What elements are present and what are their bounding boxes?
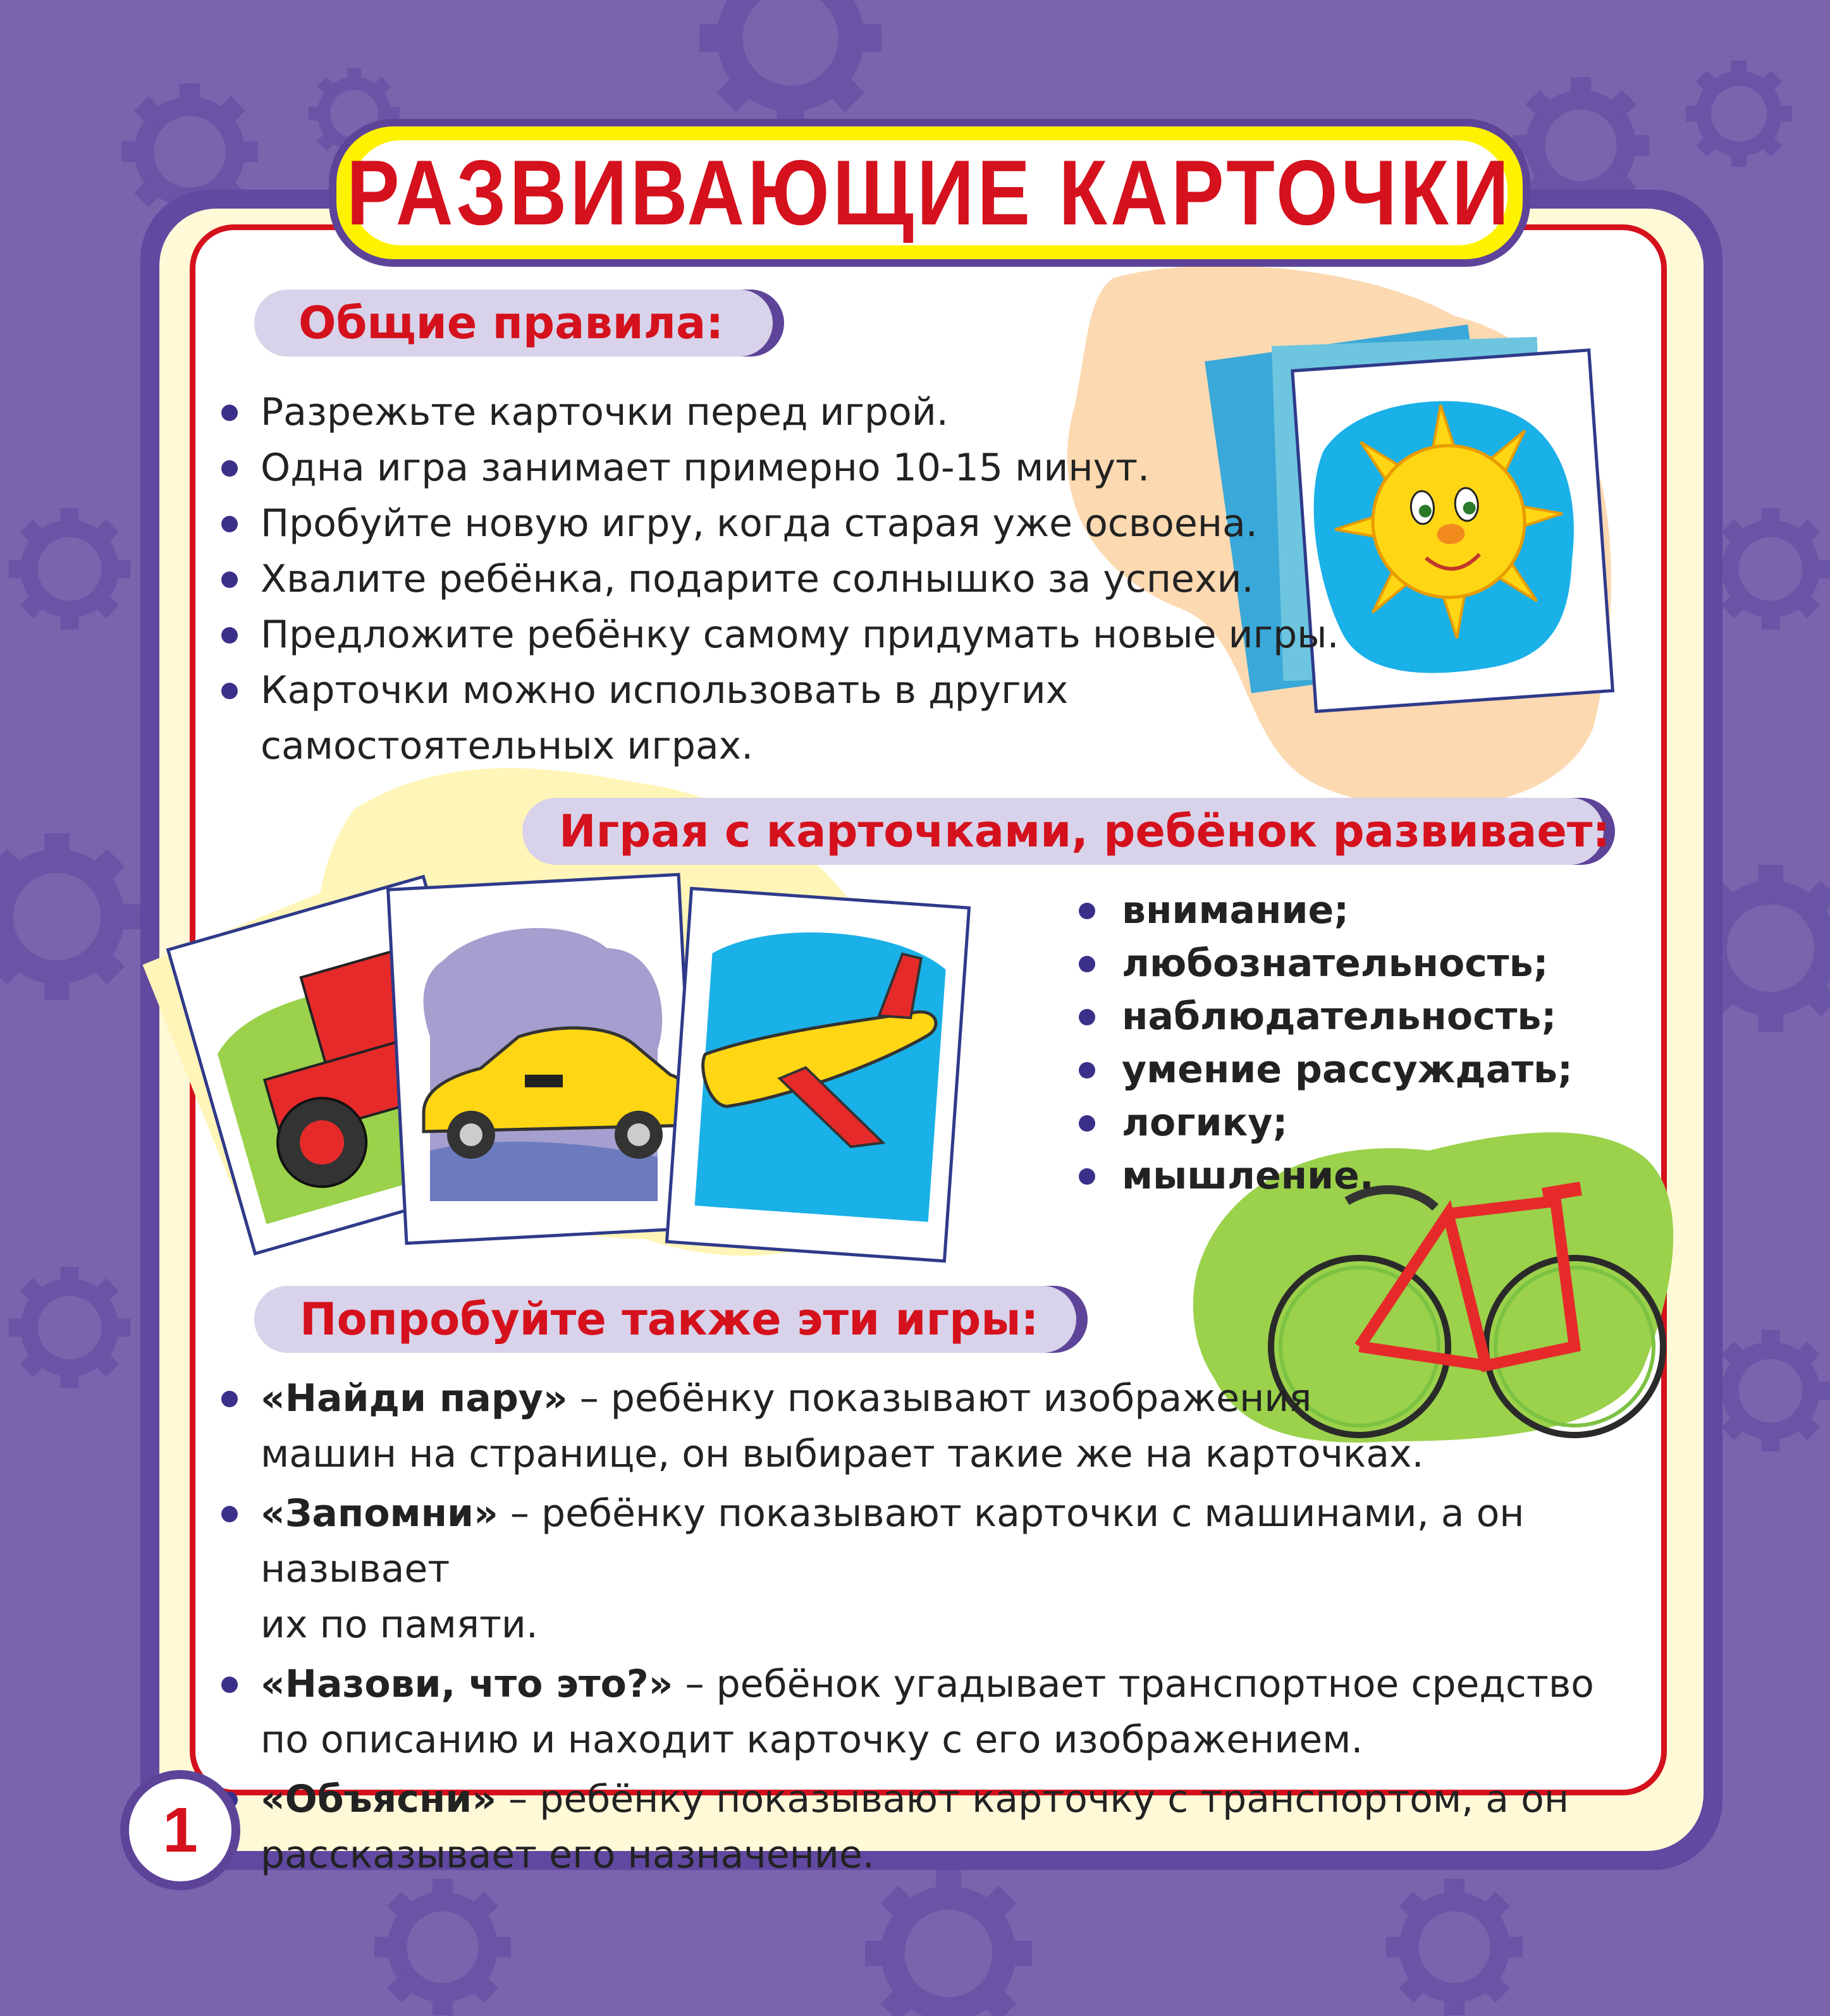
bullet-icon [221, 571, 238, 588]
list-item: «Запомни» – ребёнку показывают карточки с машинами, а он называет их по памяти. [221, 1486, 1631, 1653]
page-number: 1 [120, 1770, 240, 1890]
list-item: «Назови, что это?» – ребёнок угадывает транспортное средство по описанию и находит карточку с его изображением. [221, 1656, 1631, 1768]
page-title: РАЗВИВАЮЩИЕ КАРТОЧКИ [347, 141, 1513, 244]
vehicle-card-stack [142, 865, 969, 1261]
bullet-icon [1079, 1168, 1095, 1185]
list-item: Разрежьте карточки перед игрой. [221, 384, 1339, 440]
list-item: «Найди пару» – ребёнку показывают изображения машин на странице, он выбирает такие же на карточках. [221, 1371, 1631, 1482]
develops-list [1079, 884, 1573, 1202]
rules-list [221, 384, 1339, 774]
bullet-icon [221, 405, 238, 421]
bullet-icon [1079, 1009, 1095, 1025]
list-item: Предложите ребёнку самому придумать новые игры. [221, 607, 1339, 663]
list-item: мышление. [1079, 1149, 1573, 1202]
develops-heading: Играя с карточками, ребёнок развивает: [559, 805, 1611, 857]
list-item: «Объясни» – ребёнку показывают карточку с транспортом, а он рассказывает его назначение. [221, 1771, 1631, 1883]
bullet-icon [221, 683, 238, 699]
list-item: любознательность; [1079, 937, 1573, 990]
bullet-icon [221, 460, 238, 477]
bullet-icon [1079, 1115, 1095, 1132]
list-item-continued: самостоятельных играх. [261, 724, 754, 768]
bullet-icon [221, 516, 238, 532]
list-item: Одна игра занимает примерно 10-15 минут. [221, 440, 1339, 496]
list-item: Карточки можно использовать в других [221, 663, 1339, 718]
bullet-icon [221, 627, 238, 644]
list-item: умение рассуждать; [1079, 1043, 1573, 1096]
bullet-icon [221, 1391, 238, 1407]
list-item: внимание; [1079, 884, 1573, 937]
title-banner-inner [347, 140, 1513, 245]
games-list [221, 1371, 1631, 1883]
list-item: Хвалите ребёнка, подарите солнышко за успехи. [221, 551, 1339, 607]
list-item: наблюдательность; [1079, 990, 1573, 1043]
list-item: Пробуйте новую игру, когда старая уже освоена. [221, 496, 1339, 551]
list-item: логику; [1079, 1096, 1573, 1149]
bullet-icon [1079, 903, 1095, 919]
taxi-card [388, 874, 697, 1243]
bullet-icon [1079, 956, 1095, 972]
rules-heading: Общие правила: [298, 297, 724, 349]
bullet-icon [221, 1506, 238, 1522]
bullet-icon [1079, 1062, 1095, 1078]
bullet-icon [221, 1677, 238, 1693]
games-heading: Попробуйте также эти игры: [300, 1293, 1039, 1345]
